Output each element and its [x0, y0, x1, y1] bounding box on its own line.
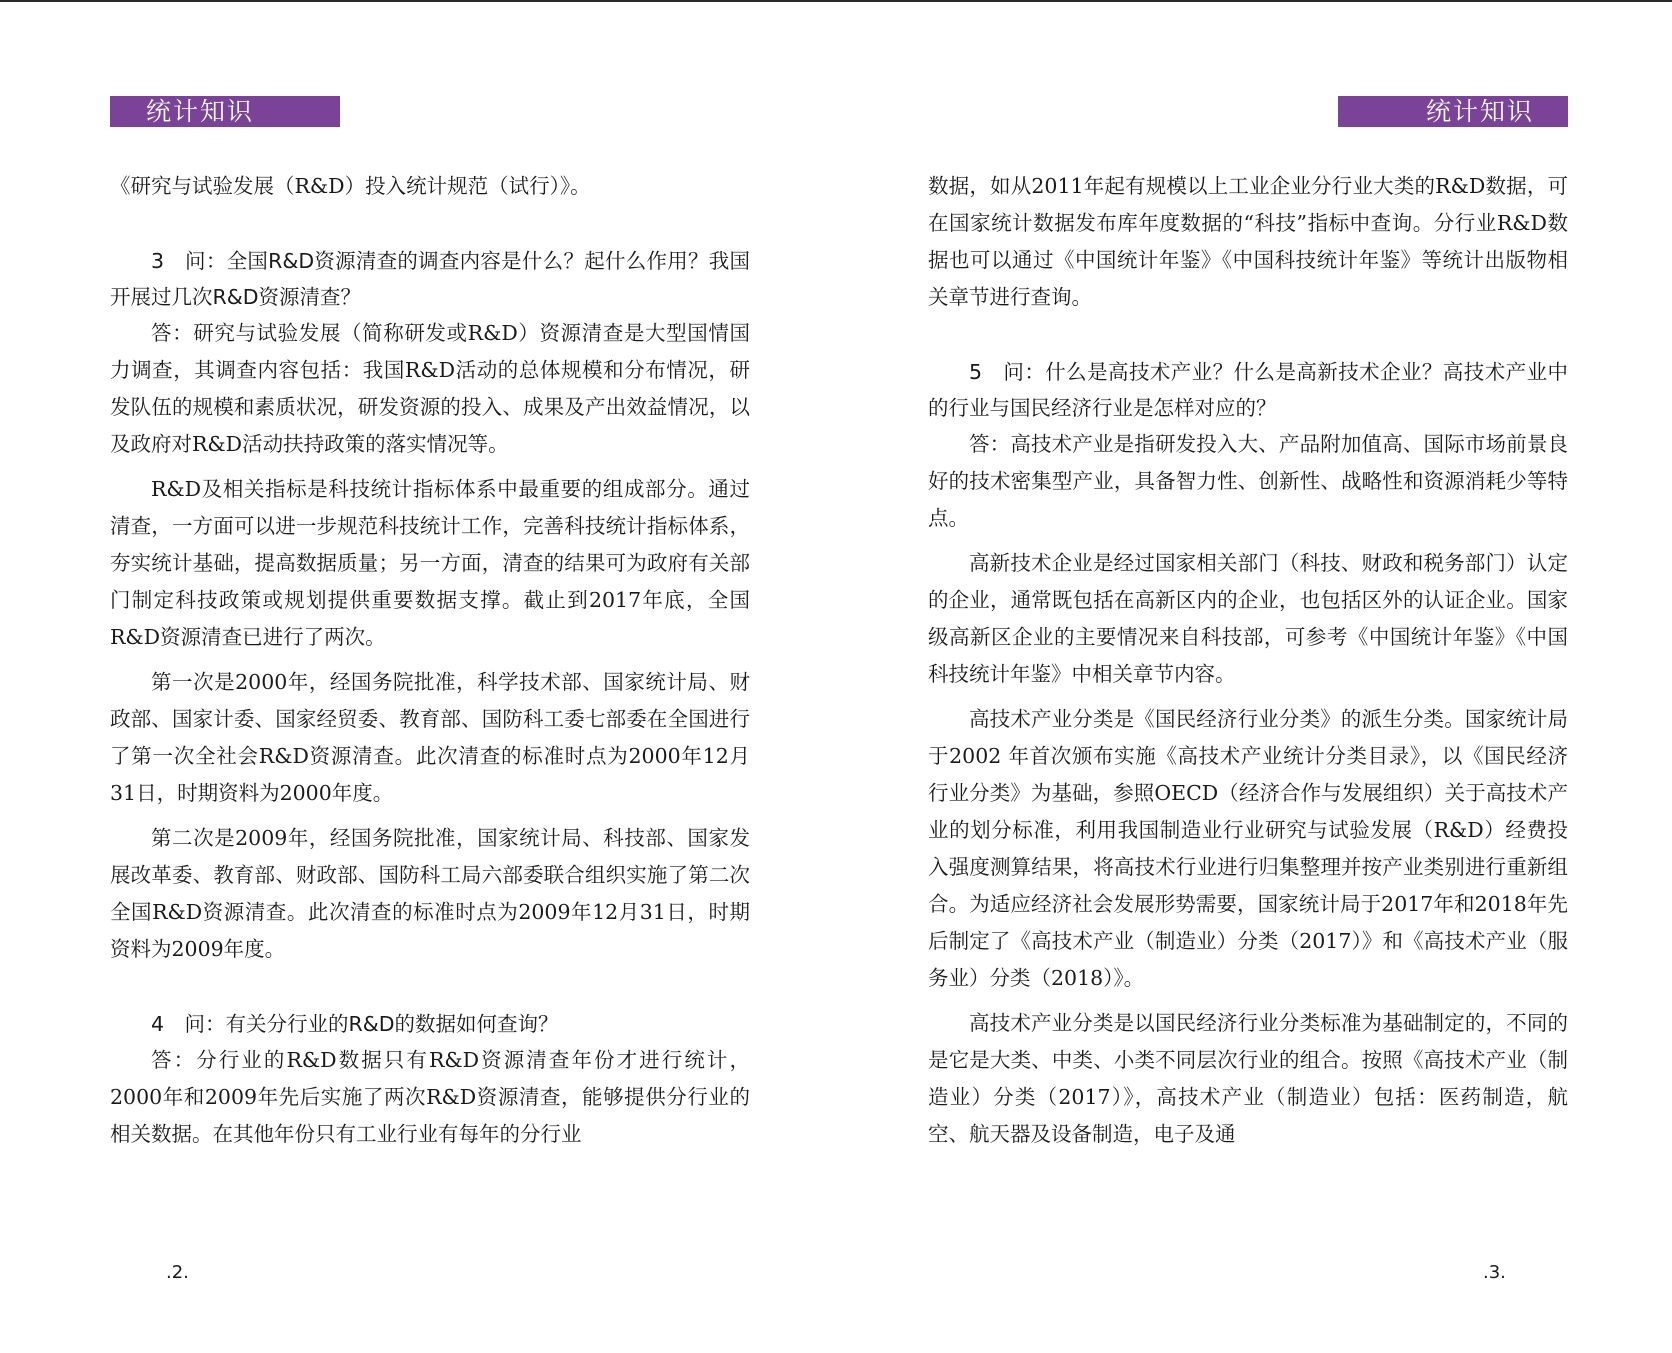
left-page-content: [110, 168, 750, 1153]
paragraph: 答：分行业的R&D数据只有R&D资源清查年份才进行统计，2000年和2009年先后实施了两次R&D资源清查，能够提供分行业的相关数据。在其他年份只有工业行业有每年的分行业: [110, 1048, 750, 1146]
paragraph: 第二次是2009年，经国务院批准，国家统计局、科技部、国家发展改革委、教育部、财政部、国防科工局六部委联合组织实施了第二次全国R&D资源清查。此次清查的标准时点为2009年12月31日，时期资料为2009年度。: [110, 826, 750, 961]
paragraph: 高新技术企业是经过国家相关部门（科技、财政和税务部门）认定的企业，通常既包括在高新区内的企业，也包括区外的认证企业。国家级高新区企业的主要情况来自科技部，可参考《中国统计年鉴》《中国科技统计年鉴》中相关章节内容。: [928, 551, 1568, 686]
right-page-content: [928, 168, 1568, 1153]
section-header: 统计知识: [110, 96, 340, 127]
left-page: [110, 0, 750, 1353]
paragraph: 第一次是2000年，经国务院批准，科学技术部、国家统计局、财政部、国家计委、国家经贸委、教育部、国防科工委七部委在全国进行了第一次全社会R&D资源清查。此次清查的标准时点为2000年12月31日，时期资料为2000年度。: [110, 670, 750, 805]
question-heading: 3 问：全国R&D资源清查的调查内容是什么？起什么作用？我国开展过几次R&D资源清查？: [110, 249, 750, 309]
paragraph: 数据，如从2011年起有规模以上工业企业分行业大类的R&D数据，可在国家统计数据发布库年度数据的“科技”指标中查询。分行业R&D数据也可以通过《中国统计年鉴》《中国科技统计年鉴》等统计出版物相关章节进行查询。: [928, 174, 1568, 309]
paragraph: 答：高技术产业是指研发投入大、产品附加值高、国际市场前景良好的技术密集型产业，具备智力性、创新性、战略性和资源消耗少等特点。: [928, 432, 1568, 530]
right-page: [928, 0, 1568, 1353]
paragraph: 高技术产业分类是《国民经济行业分类》的派生分类。国家统计局于2002 年首次颁布实施《高技术产业统计分类目录》，以《国民经济行业分类》为基础，参照OECD（经济合作与发展组织）关于高技术产业的划分标准，利用我国制造业行业研究与试验发展（R&D）经费投入强度测算结果，将高技术行业进行归集整理并按产业类别进行重新组合。为适应经济社会发展形势需要，国家统计局于2017年和2018年先后制定了《高技术产业（制造业）分类（2017）》和《高技术产业（服务业）分类（2018）》。: [928, 707, 1568, 990]
section-header: 统计知识: [1338, 96, 1568, 127]
paragraph: 《研究与试验发展（R&D）投入统计规范（试行）》。: [110, 174, 591, 198]
paragraph: R&D及相关指标是科技统计指标体系中最重要的组成部分。通过清查，一方面可以进一步规范科技统计工作，完善科技统计指标体系，夯实统计基础，提高数据质量；另一方面，清查的结果可为政府有关部门制定科技政策或规划提供重要数据支撑。截止到2017年底，全国R&D资源清查已进行了两次。: [110, 477, 750, 649]
question-heading: 4 问：有关分行业的R&D的数据如何查询？: [151, 1012, 559, 1036]
page-number: .3.: [1483, 1262, 1506, 1283]
paragraph: 答：研究与试验发展（简称研发或R&D）资源清查是大型国情国力调查，其调查内容包括：我国R&D活动的总体规模和分布情况，研发队伍的规模和素质状况，研发资源的投入、成果及产出效益情况，以及政府对R&D活动扶持政策的落实情况等。: [110, 321, 750, 456]
paragraph: 高技术产业分类是以国民经济行业分类标准为基础制定的，不同的是它是大类、中类、小类不同层次行业的组合。按照《高技术产业（制造业）分类（2017）》，高技术产业（制造业）包括：医药制造，航空、航天器及设备制造，电子及通: [928, 1011, 1568, 1146]
page-number: .2.: [166, 1262, 189, 1283]
question-heading: 5 问：什么是高技术产业？什么是高新技术企业？高技术产业中的行业与国民经济行业是怎样对应的？: [928, 360, 1568, 420]
